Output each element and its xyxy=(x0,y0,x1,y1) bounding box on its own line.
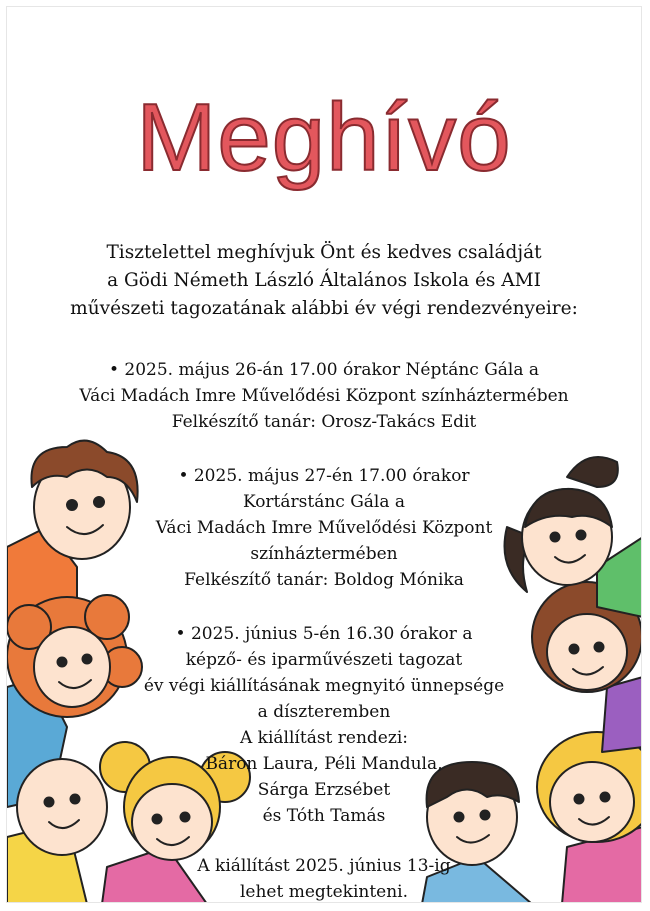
page-title: Meghívó xyxy=(136,84,512,191)
intro-line: a Gödi Németh László Általános Iskola és AMI xyxy=(107,270,541,291)
intro-line: Tisztelettel meghívjuk Önt és kedves családját xyxy=(106,242,542,263)
event-line: a díszteremben xyxy=(257,702,391,722)
event-contemporary-dance-gala xyxy=(47,463,601,593)
event-folk-dance-gala xyxy=(47,357,601,435)
event-line: Felkészítő tanár: Orosz-Takács Edit xyxy=(171,412,477,432)
event-line: Sárga Erzsébet xyxy=(257,780,391,800)
event-line: és Tóth Tamás xyxy=(262,806,386,826)
invitation-poster xyxy=(6,6,642,903)
closing-line: A kiállítást 2025. június 13-ig xyxy=(197,856,451,876)
event-line: • 2025. május 27-én 17.00 órakor xyxy=(178,466,470,486)
event-line: Váci Madách Imre Művelődési Központ színháztermében xyxy=(79,386,569,406)
event-line: képző- és iparművészeti tagozat xyxy=(185,650,463,670)
closing-line: lehet megtekinteni. xyxy=(239,882,409,902)
event-art-exhibition xyxy=(47,621,601,829)
event-line: Váci Madách Imre Művelődési Központ xyxy=(155,518,493,538)
intro-text xyxy=(47,239,601,323)
event-line: színháztermében xyxy=(250,544,398,564)
event-line: A kiállítást rendezi: xyxy=(240,728,408,748)
event-line: év végi kiállításának megnyitó ünnepsége xyxy=(143,676,505,696)
event-line: Kortárstánc Gála a xyxy=(242,492,406,512)
event-line: Báron Laura, Péli Mandula, xyxy=(205,754,443,774)
event-line: • 2025. május 26-án 17.00 órakor Néptánc Gála a xyxy=(108,360,540,380)
event-line: Felkészítő tanár: Boldog Mónika xyxy=(184,570,464,590)
intro-line: művészeti tagozatának alábbi év végi rendezvényeire: xyxy=(70,298,578,319)
closing-text xyxy=(47,853,601,903)
event-line: • 2025. június 5-én 16.30 órakor a xyxy=(175,624,473,644)
